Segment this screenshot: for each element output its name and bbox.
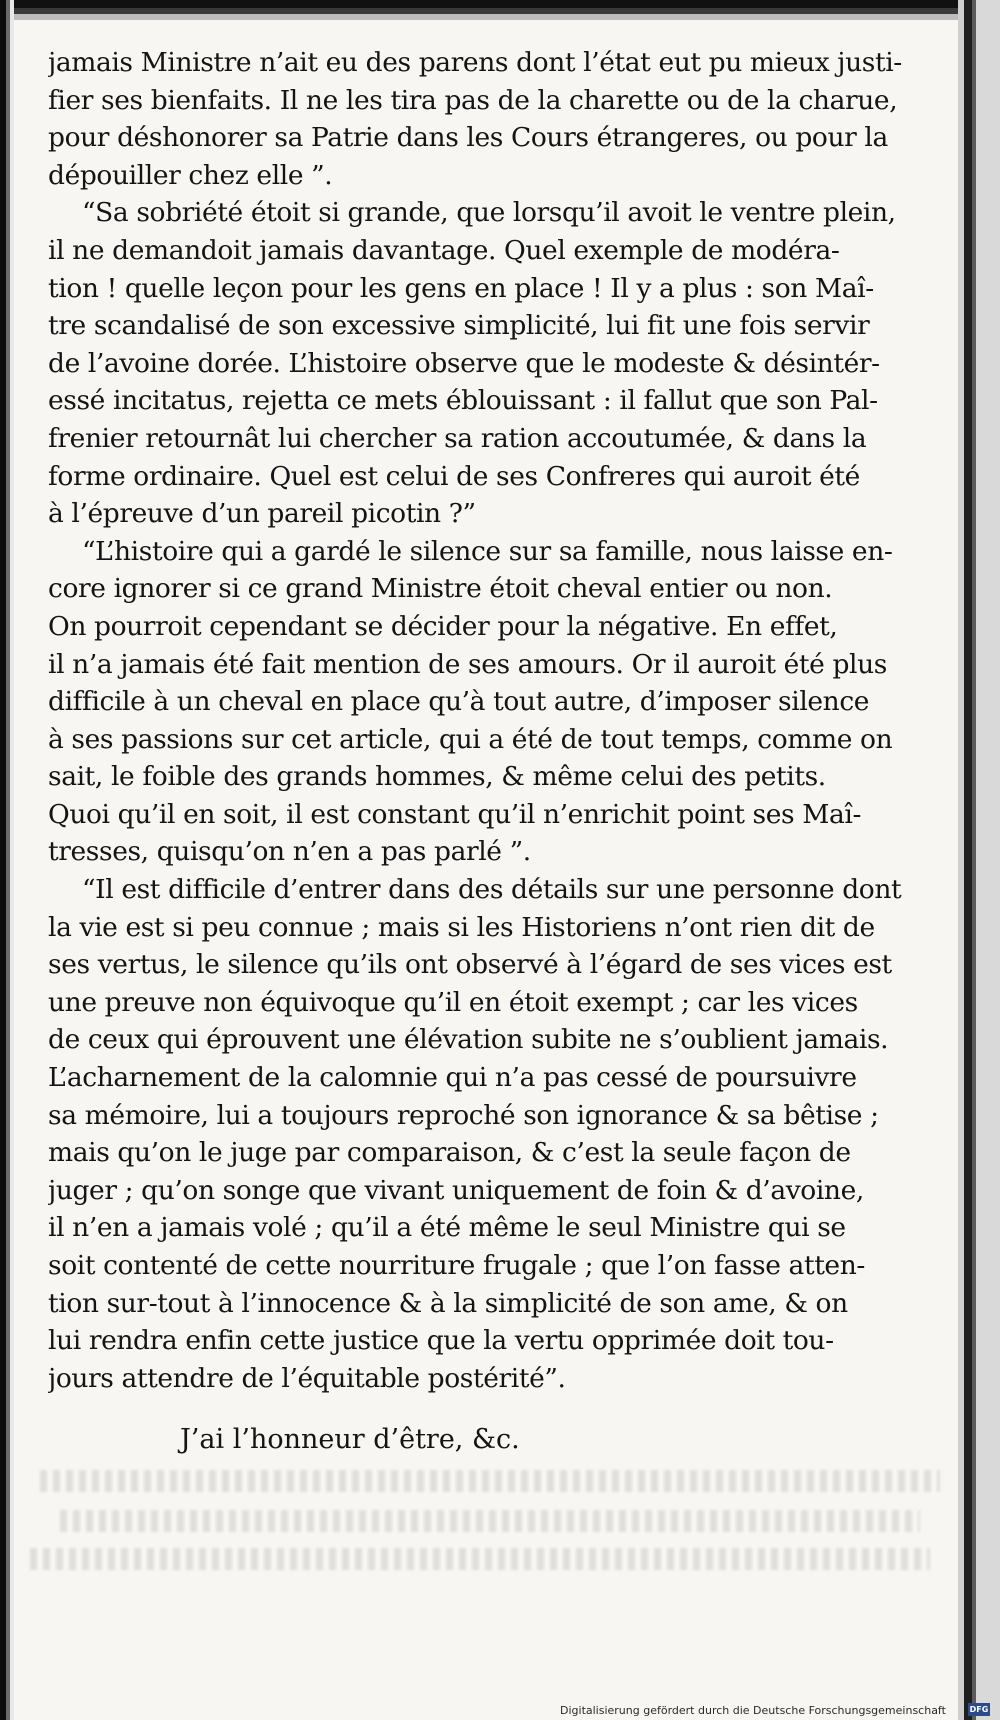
text-line: difficile à un cheval en place qu’à tout autre, d’imposer silence [48,686,870,718]
text-line: fier ses bienfaits. Il ne les tira pas de la charette ou de la charue, [48,84,898,116]
body-text [48,44,964,1397]
paragraph [48,533,964,871]
text-line: “Sa sobriété étoit si grande, que lorsqu’il avoit le ventre plein, [82,197,896,229]
text-line: une preuve non équivoque qu’il en étoit exempt ; car les vices [48,986,858,1018]
text-line: jours attendre de l’équitable postérité”. [48,1362,566,1394]
text-line: juger ; qu’on songe que vivant uniquement de foin & d’avoine, [48,1174,864,1206]
text-line: sa mémoire, lui a toujours reproché son ignorance & sa bêtise ; [48,1099,879,1131]
text-line: “L’histoire qui a gardé le silence sur sa famille, nous laisse en- [82,535,893,567]
digitization-credit: Digitalisierung gefördert durch die Deutsche Forschungsgemeinschaft [560,1704,946,1717]
paragraph [48,44,964,194]
text-line: tion sur-tout à l’innocence & à la simplicité de son ame, & on [48,1287,848,1319]
closing-salutation: J’ai l’honneur d’être, &c. [180,1424,520,1455]
text-line: dépouiller chez elle ”. [48,159,333,191]
text-line: ses vertus, le silence qu’ils ont observé à l’égard de ses vices est [48,949,892,981]
text-line: il n’a jamais été fait mention de ses amours. Or il auroit été plus [48,648,887,680]
bleed-through-text [60,1510,920,1532]
page-top-edge [0,0,1000,20]
text-line: On pourroit cependant se décider pour la négative. En effet, [48,610,838,642]
text-line: de ceux qui éprouvent une élévation subite ne s’oublient jamais. [48,1024,889,1056]
text-line: tre scandalisé de son excessive simplicité, lui fit une fois servir [48,310,870,342]
text-line: L’acharnement de la calomnie qui n’a pas cessé de poursuivre [48,1062,857,1094]
text-line: essé incitatus, rejetta ce mets éblouissant : il fallut que son Pal- [48,385,878,417]
text-line: “Il est difficile d’entrer dans des détails sur une personne dont [82,874,902,906]
text-line: soit contenté de cette nourriture frugale ; que l’on fasse atten- [48,1250,865,1281]
text-line: de l’avoine dorée. L’histoire observe que le modeste & désintér- [48,347,880,379]
paragraph [48,194,964,532]
text-line: jamais Ministre n’ait eu des parens dont l’état eut pu mieux justi- [48,47,902,78]
text-line: il ne demandoit jamais davantage. Quel exemple de modéra- [48,234,840,266]
paragraph [48,871,964,1397]
page-left-edge [0,0,14,1720]
text-line: Quoi qu’il en soit, il est constant qu’il n’enrichit point ses Maî- [48,798,862,830]
text-line: tresses, quisqu’on n’en a pas parlé ”. [48,836,531,868]
text-line: core ignorer si ce grand Ministre étoit cheval entier ou non. [48,573,833,605]
bleed-through-text [40,1470,940,1492]
dfg-logo: DFG [969,1705,989,1714]
text-line: il n’en a jamais volé ; qu’il a été même le seul Ministre qui se [48,1212,846,1244]
text-line: lui rendra enfin cette justice que la vertu opprimée doit tou- [48,1325,834,1357]
text-line: la vie est si peu connue ; mais si les Historiens n’ont rien dit de [48,911,875,943]
text-line: sait, le foible des grands hommes, & même celui des petits. [48,761,826,793]
text-line: à l’épreuve d’un pareil picotin ?” [48,498,476,530]
text-line: pour déshonorer sa Patrie dans les Cours étrangeres, ou pour la [48,122,888,154]
text-line: tion ! quelle leçon pour les gens en place ! Il y a plus : son Maî- [48,272,874,304]
text-line: mais qu’on le juge par comparaison, & c’est la seule façon de [48,1137,851,1169]
text-line: à ses passions sur cet article, qui a été de tout temps, comme on [48,723,893,755]
page-right-edge [958,0,1000,1720]
bleed-through-text [30,1548,930,1570]
text-line: forme ordinaire. Quel est celui de ses Confreres qui auroit été [48,460,860,492]
text-line: frenier retournât lui chercher sa ration accoutumée, & dans la [48,422,867,454]
